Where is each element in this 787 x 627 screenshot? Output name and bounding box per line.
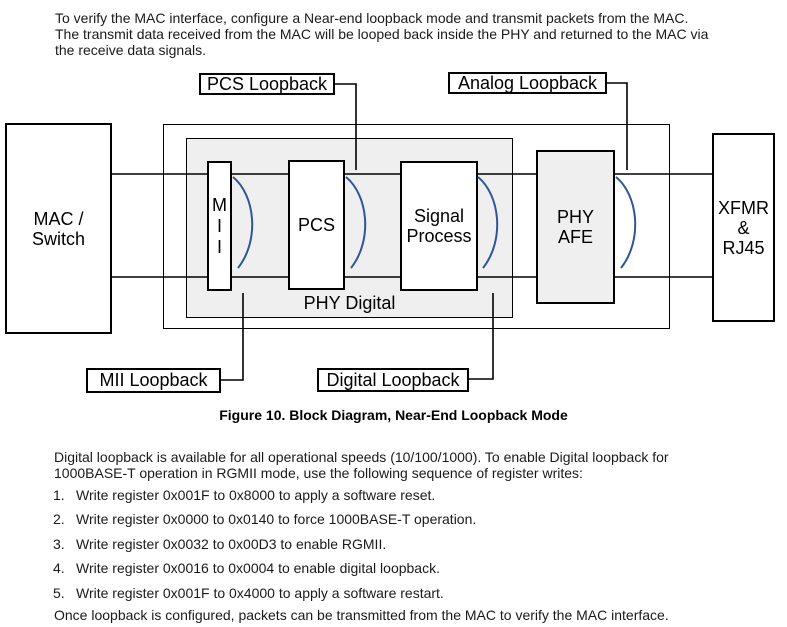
list-item bbox=[53, 487, 435, 503]
xfmr-label-line3: RJ45 bbox=[722, 237, 765, 258]
phy-afe-block bbox=[536, 150, 615, 304]
list-item-text: Write register 0x0000 to 0x0140 to force 1000BASE-T operation. bbox=[76, 511, 477, 527]
paragraph-line: 1000BASE-T operation in RGMII mode, use the following sequence of register writes: bbox=[54, 465, 583, 481]
list-item-number: 4. bbox=[53, 560, 65, 576]
list-item bbox=[53, 536, 386, 552]
analog-loopback-callout bbox=[448, 72, 607, 94]
analog-loopback-label: Analog Loopback bbox=[457, 72, 598, 93]
mac-switch-block bbox=[5, 123, 112, 334]
list-item-text: Write register 0x0016 to 0x0004 to enable digital loopback. bbox=[76, 560, 440, 576]
list-item-text: Write register 0x0032 to 0x00D3 to enable RGMII. bbox=[76, 536, 387, 552]
xfmr-label-line2: & bbox=[737, 217, 750, 238]
intro-line: the receive data signals. bbox=[55, 42, 206, 58]
signal-process-label-line2: Process bbox=[406, 226, 472, 246]
list-item-number: 3. bbox=[53, 536, 65, 552]
list-item bbox=[53, 585, 444, 601]
xfmr-label-line1: XFMR bbox=[718, 197, 769, 218]
xfmr-rj45-block bbox=[712, 133, 775, 322]
list-item-number: 5. bbox=[53, 585, 65, 601]
mii-loopback-label: MII Loopback bbox=[99, 370, 208, 390]
digital-loopback-paragraph bbox=[54, 449, 669, 481]
list-item-number: 2. bbox=[53, 511, 65, 527]
pcs-loopback-label: PCS Loopback bbox=[206, 73, 328, 94]
pcs-label: PCS bbox=[297, 215, 335, 235]
mii-loopback-callout bbox=[86, 368, 221, 393]
digital-loopback-label: Digital Loopback bbox=[326, 369, 460, 390]
pcs-block bbox=[288, 160, 345, 290]
list-item-text: Write register 0x001F to 0x8000 to apply a software reset. bbox=[76, 487, 436, 503]
signal-process-block bbox=[400, 161, 478, 291]
figure-caption: Figure 10. Block Diagram, Near-End Loopback Mode bbox=[219, 407, 568, 423]
list-item bbox=[53, 511, 476, 527]
mii-letter: I bbox=[216, 215, 222, 236]
list-item bbox=[53, 560, 440, 576]
intro-paragraph bbox=[55, 10, 708, 58]
digital-loopback-callout bbox=[317, 368, 469, 392]
mii-letter: M bbox=[212, 194, 227, 215]
phy-afe-label-line2: AFE bbox=[557, 227, 593, 247]
mac-switch-label-line2: Switch bbox=[31, 228, 85, 249]
list-item-text: Write register 0x001F to 0x4000 to apply a software restart. bbox=[76, 585, 444, 601]
intro-line: The transmit data received from the MAC will be looped back inside the PHY and returned to the MAC via bbox=[55, 26, 709, 42]
list-item-number: 1. bbox=[53, 487, 65, 503]
intro-line: To verify the MAC interface, configure a Near-end loopback mode and transmit packets from the MAC. bbox=[55, 10, 689, 26]
phy-afe-label-line1: PHY bbox=[556, 207, 594, 227]
closing-paragraph: Once loopback is configured, packets can be transmitted from the MAC to verify the MAC interface. bbox=[54, 607, 669, 623]
mac-switch-label-line1: MAC / bbox=[33, 208, 84, 229]
phy-digital-label: PHY Digital bbox=[303, 293, 396, 313]
mii-block bbox=[207, 161, 232, 291]
mii-letter: I bbox=[216, 236, 222, 257]
signal-process-label-line1: Signal bbox=[413, 206, 465, 226]
pcs-loopback-callout bbox=[199, 73, 335, 95]
paragraph-line: Digital loopback is available for all operational speeds (10/100/1000). To enable Digital loopback for bbox=[54, 449, 669, 465]
